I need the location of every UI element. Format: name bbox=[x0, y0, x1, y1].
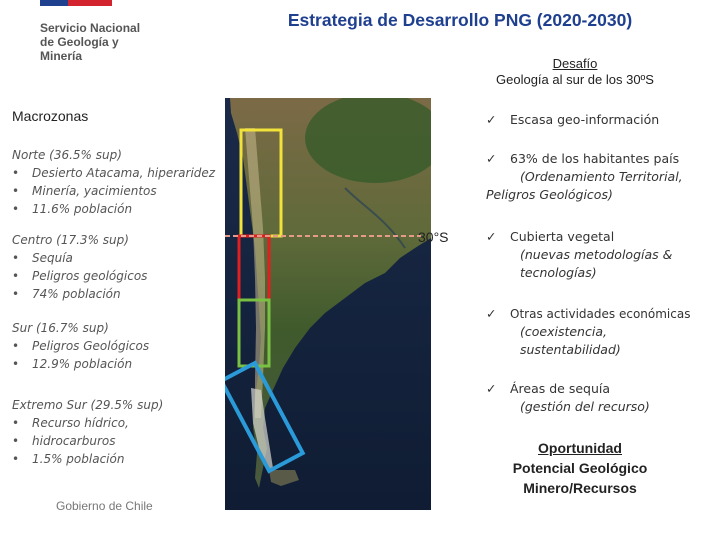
gobierno-de-chile-footer: Gobierno de Chile bbox=[56, 499, 153, 513]
challenge-detail: (Ordenamiento Territorial, bbox=[520, 169, 683, 184]
zone-item: • 11.6% población bbox=[12, 200, 215, 218]
zone-extremo-sur bbox=[12, 396, 163, 468]
challenge-item bbox=[486, 111, 659, 129]
logo-line-2: de Geología y bbox=[40, 35, 119, 49]
desafio-subtitle: Geología al sur de los 30ºS bbox=[496, 72, 654, 87]
satellite-map bbox=[225, 98, 431, 510]
zone-sur bbox=[12, 319, 149, 373]
zone-item: • 74% población bbox=[12, 285, 147, 303]
zone-title: Norte (36.5% sup) bbox=[12, 148, 122, 162]
challenge-detail: (gestión del recurso) bbox=[520, 399, 650, 414]
challenge-detail: (coexistencia, bbox=[520, 324, 607, 339]
zone-centro bbox=[12, 231, 147, 303]
zone-item-continuation: • hidrocarburos bbox=[12, 432, 163, 450]
desafio-title: Desafío bbox=[552, 56, 598, 71]
zone-item: • 1.5% población bbox=[12, 450, 163, 468]
zone-norte bbox=[12, 146, 215, 218]
macrozonas-heading: Macrozonas bbox=[12, 108, 89, 124]
logo-line-1: Servicio Nacional bbox=[40, 21, 141, 35]
challenge-item bbox=[486, 228, 672, 282]
sernageomin-logo bbox=[40, 21, 190, 63]
challenge-text: Otras actividades económicas bbox=[510, 307, 691, 321]
checkmark-icon: ✓ bbox=[486, 229, 497, 244]
challenge-item bbox=[486, 305, 690, 359]
challenge-text: 63% de los habitantes país bbox=[510, 151, 680, 166]
zone-item: • Recurso hídrico, bbox=[12, 414, 163, 432]
challenge-item bbox=[486, 380, 650, 416]
challenge-detail: sustentabilidad) bbox=[520, 342, 621, 357]
logo-stripe-blue bbox=[40, 0, 68, 6]
zone-item: • Peligros Geológicos bbox=[12, 337, 149, 355]
oportunidad-line-2: Minero/Recursos bbox=[523, 480, 637, 496]
zone-title: Centro (17.3% sup) bbox=[12, 233, 129, 247]
slide-title: Estrategia de Desarrollo PNG (2020-2030) bbox=[287, 10, 633, 30]
zone-title: Extremo Sur (29.5% sup) bbox=[12, 398, 164, 412]
desafio-heading bbox=[470, 56, 680, 88]
oportunidad-block bbox=[480, 438, 680, 498]
logo-line-3: Minería bbox=[40, 49, 83, 63]
checkmark-icon: ✓ bbox=[486, 381, 497, 396]
challenge-detail: Peligros Geológicos) bbox=[486, 187, 613, 202]
challenge-detail: (nuevas metodologías & bbox=[520, 247, 673, 262]
logo-stripe-red bbox=[68, 0, 112, 6]
latitude-30s-label: 30°S bbox=[418, 229, 449, 245]
zone-item: • Sequía bbox=[12, 249, 147, 267]
oportunidad-title: Oportunidad bbox=[538, 440, 622, 456]
zone-item: • 12.9% población bbox=[12, 355, 149, 373]
challenge-text: Cubierta vegetal bbox=[510, 229, 615, 244]
checkmark-icon: ✓ bbox=[486, 306, 497, 321]
challenge-text: Escasa geo-información bbox=[510, 112, 660, 127]
challenge-text: Áreas de sequía bbox=[510, 381, 611, 396]
zone-item: • Desierto Atacama, hiperaridez bbox=[12, 164, 215, 182]
zone-title: Sur (16.7% sup) bbox=[12, 321, 109, 335]
challenge-item bbox=[486, 150, 683, 204]
oportunidad-line-1: Potencial Geológico bbox=[512, 460, 648, 476]
challenge-detail: tecnologías) bbox=[520, 265, 597, 280]
zone-item: • Minería, yacimientos bbox=[12, 182, 215, 200]
checkmark-icon: ✓ bbox=[486, 151, 497, 166]
checkmark-icon: ✓ bbox=[486, 112, 497, 127]
zone-item: • Peligros geológicos bbox=[12, 267, 147, 285]
